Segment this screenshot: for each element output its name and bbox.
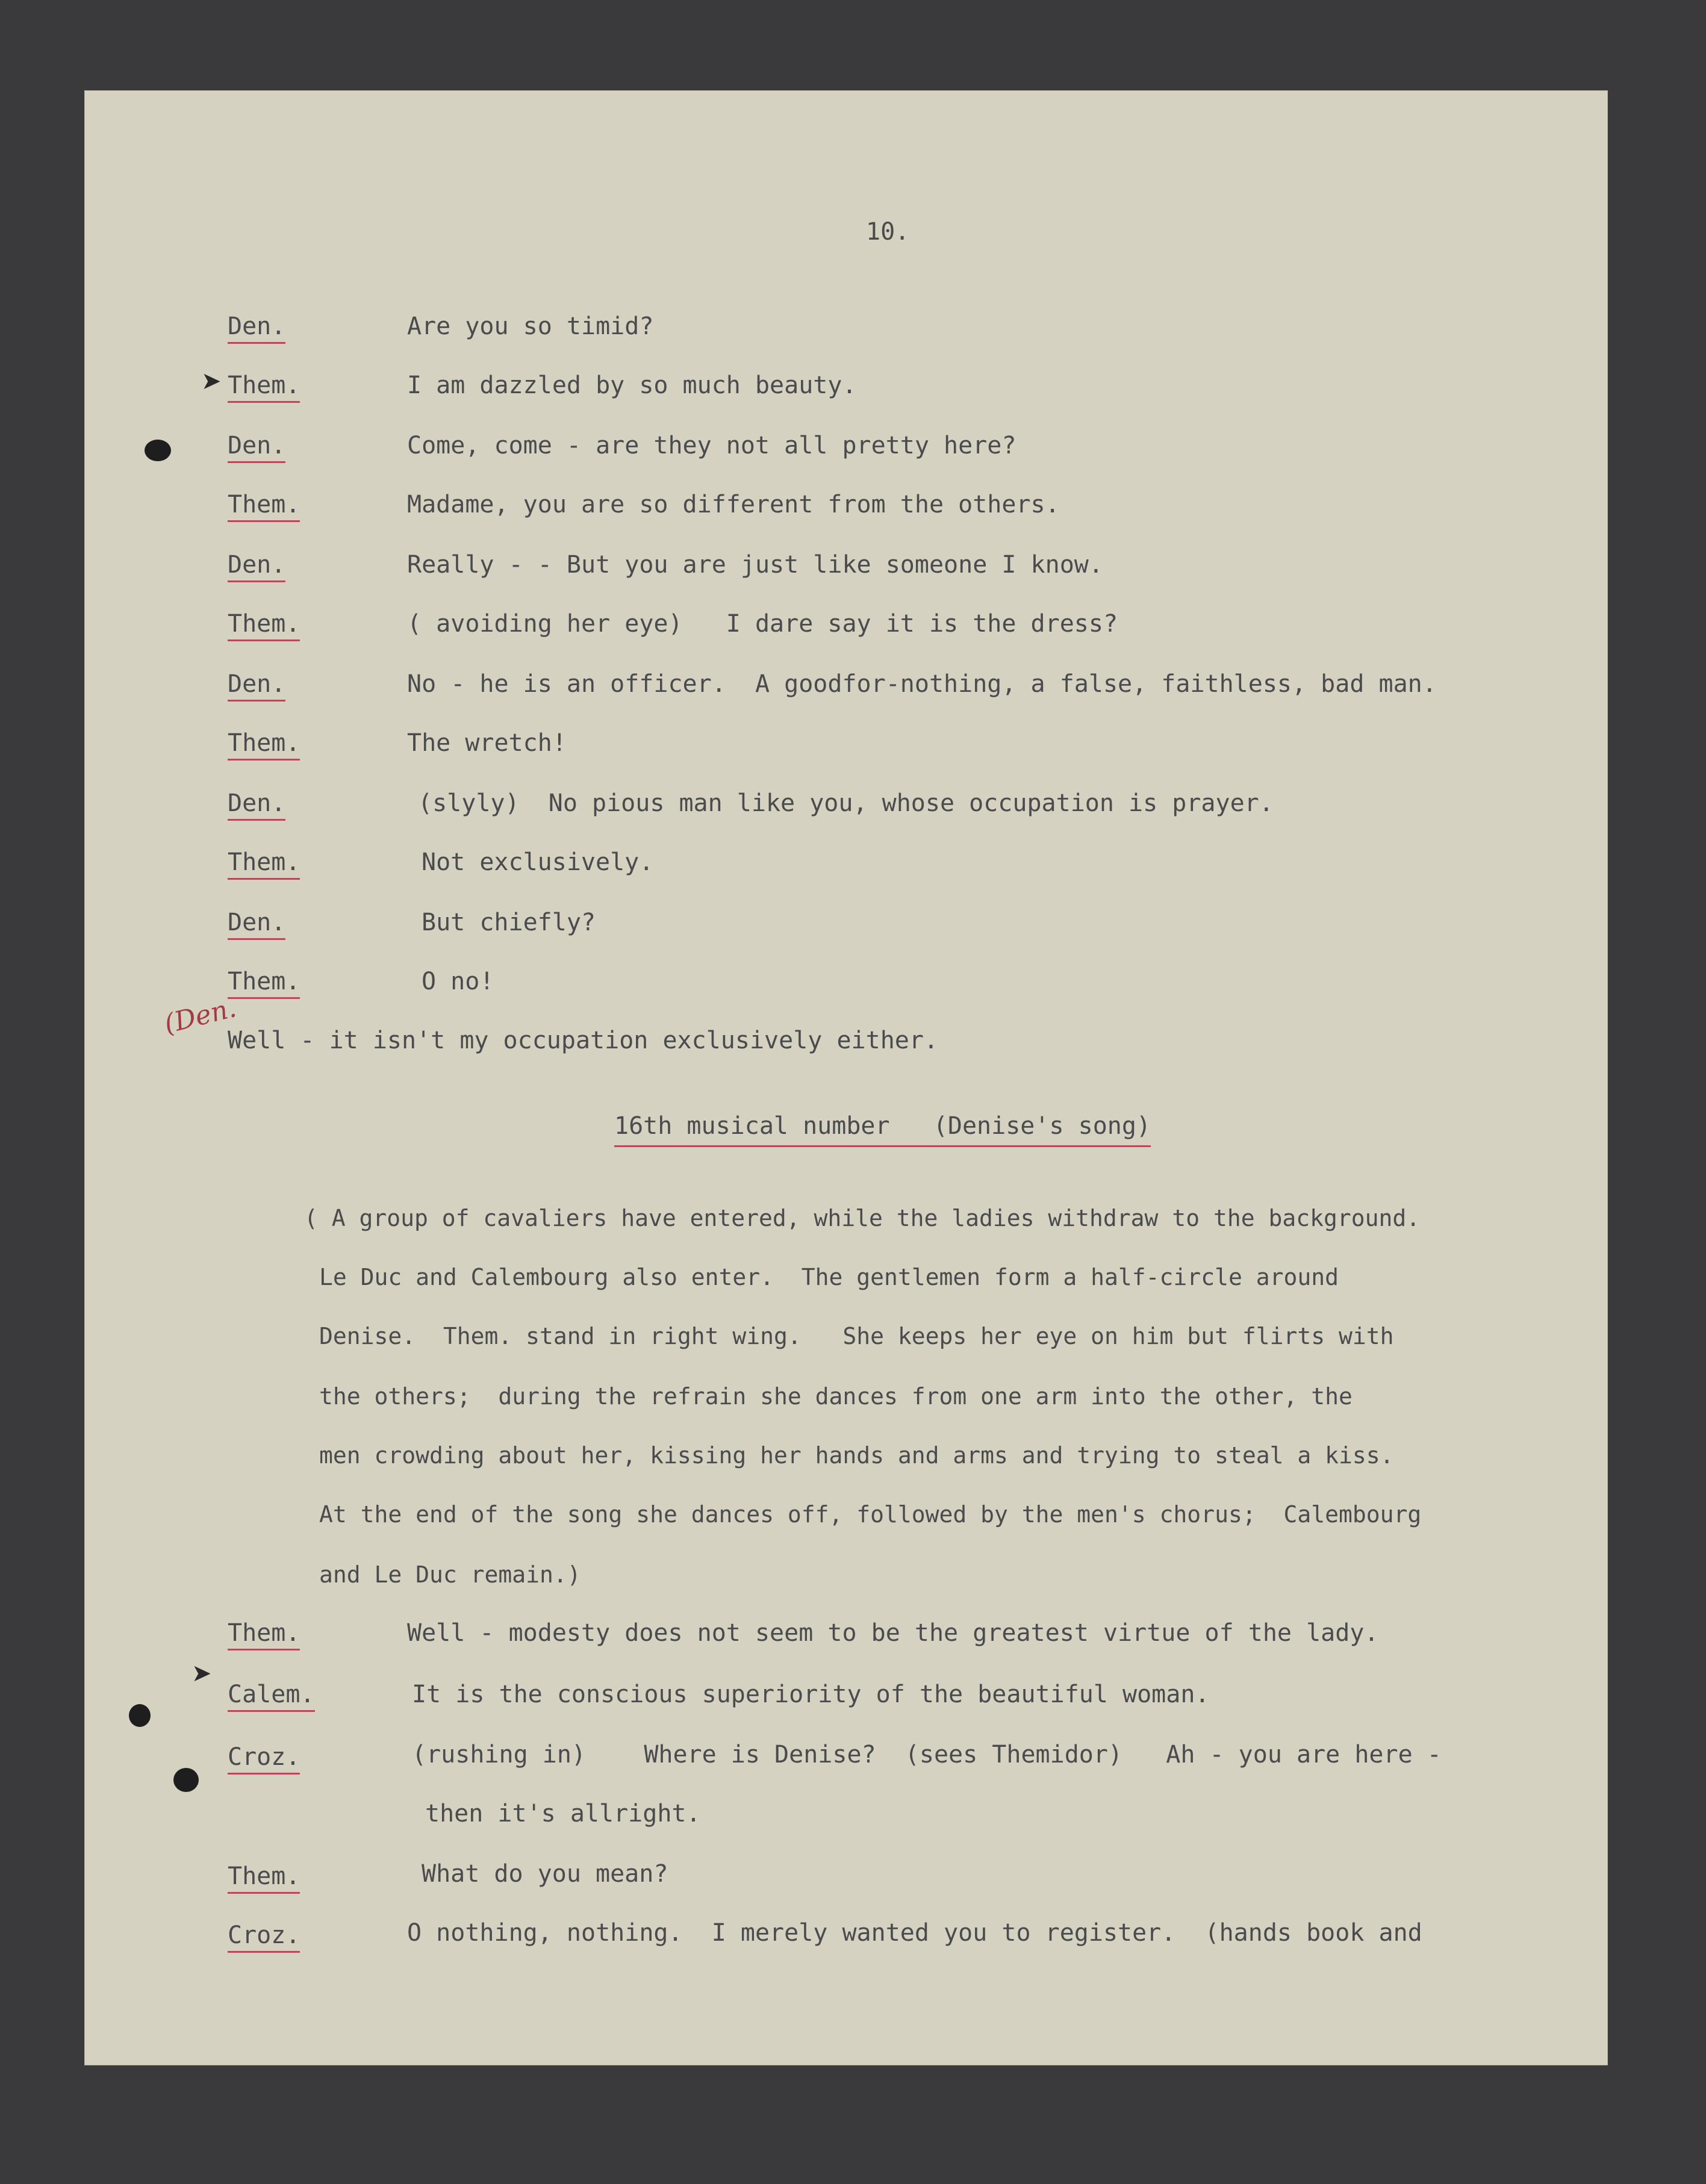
dialogue-line: (slyly) No pious man like you, whose occupation is prayer. <box>418 789 1274 817</box>
dialogue-line: The wretch! <box>407 729 567 757</box>
dialogue-line: It is the conscious superiority of the beautiful woman. <box>412 1681 1210 1708</box>
punch-hole <box>173 1768 199 1792</box>
speaker-label: Den. <box>228 314 285 344</box>
punch-hole <box>129 1704 151 1727</box>
dialogue-line: Well - modesty does not seem to be the greatest virtue of the lady. <box>407 1619 1379 1647</box>
margin-mark-icon: ➤ <box>191 1660 212 1687</box>
punch-hole <box>145 440 171 461</box>
speaker-label: Croz. <box>228 1745 300 1775</box>
dialogue-line: O nothing, nothing. I merely wanted you to register. (hands book and <box>407 1919 1422 1947</box>
stage-direction-line: the others; during the refrain she dances from one arm into the other, the <box>319 1383 1353 1410</box>
margin-mark-icon: ➤ <box>201 367 222 395</box>
page-number: 10. <box>866 218 910 246</box>
stage-direction-line: ( A group of cavaliers have entered, while the ladies withdraw to the background. <box>304 1205 1421 1231</box>
dialogue-line: Madame, you are so different from the others. <box>407 491 1060 518</box>
dialogue-line: Come, come - are they not all pretty here? <box>407 432 1016 459</box>
continuation-line: Well - it isn't my occupation exclusively either. <box>228 1027 939 1054</box>
speaker-label: Them. <box>228 1864 300 1894</box>
speaker-label: Den. <box>228 553 285 582</box>
speaker-label: Calem. <box>228 1682 315 1712</box>
dialogue-line: O no! <box>422 968 494 995</box>
dialogue-line: I am dazzled by so much beauty. <box>407 372 857 399</box>
musical-number-heading: 16th musical number (Denise's song) <box>614 1114 1151 1147</box>
stage-direction-line: Le Duc and Calembourg also enter. The gentlemen form a half-circle around <box>319 1264 1339 1290</box>
speaker-label: Them. <box>228 731 300 761</box>
speaker-label: Them. <box>228 612 300 641</box>
stage-direction-line: men crowding about her, kissing her hands and arms and trying to steal a kiss. <box>319 1442 1394 1469</box>
dialogue-line: But chiefly? <box>422 909 596 936</box>
handwritten-annotation: (Den. <box>161 992 240 1040</box>
dialogue-line: Really - - But you are just like someone I know. <box>407 551 1103 579</box>
speaker-label: Them. <box>228 1621 300 1650</box>
dialogue-line: (rushing in) Where is Denise? (sees Themidor) Ah - you are here - <box>412 1741 1442 1769</box>
stage-direction-line: Denise. Them. stand in right wing. She keeps her eye on him but flirts with <box>319 1323 1394 1349</box>
speaker-label: Them. <box>228 850 300 880</box>
speaker-label: Den. <box>228 791 285 821</box>
dialogue-line: Not exclusively. <box>422 848 654 876</box>
stage-direction-line: and Le Duc remain.) <box>319 1561 581 1588</box>
speaker-label: Den. <box>228 910 285 940</box>
dialogue-line: No - he is an officer. A goodfor-nothing, a false, faithless, bad man. <box>407 670 1437 698</box>
speaker-label: Them. <box>228 373 300 403</box>
dialogue-line: then it's allright. <box>425 1800 701 1828</box>
speaker-label: Them. <box>228 493 300 522</box>
dialogue-line: ( avoiding her eye) I dare say it is the dress? <box>407 610 1118 638</box>
dialogue-line: What do you mean? <box>422 1860 668 1888</box>
speaker-label: Them. <box>228 969 300 999</box>
stage-direction-line: At the end of the song she dances off, followed by the men's chorus; Calembourg <box>319 1501 1422 1528</box>
speaker-label: Den. <box>228 434 285 463</box>
dialogue-line: Are you so timid? <box>407 313 654 340</box>
speaker-label: Den. <box>228 672 285 702</box>
speaker-label: Croz. <box>228 1923 300 1953</box>
